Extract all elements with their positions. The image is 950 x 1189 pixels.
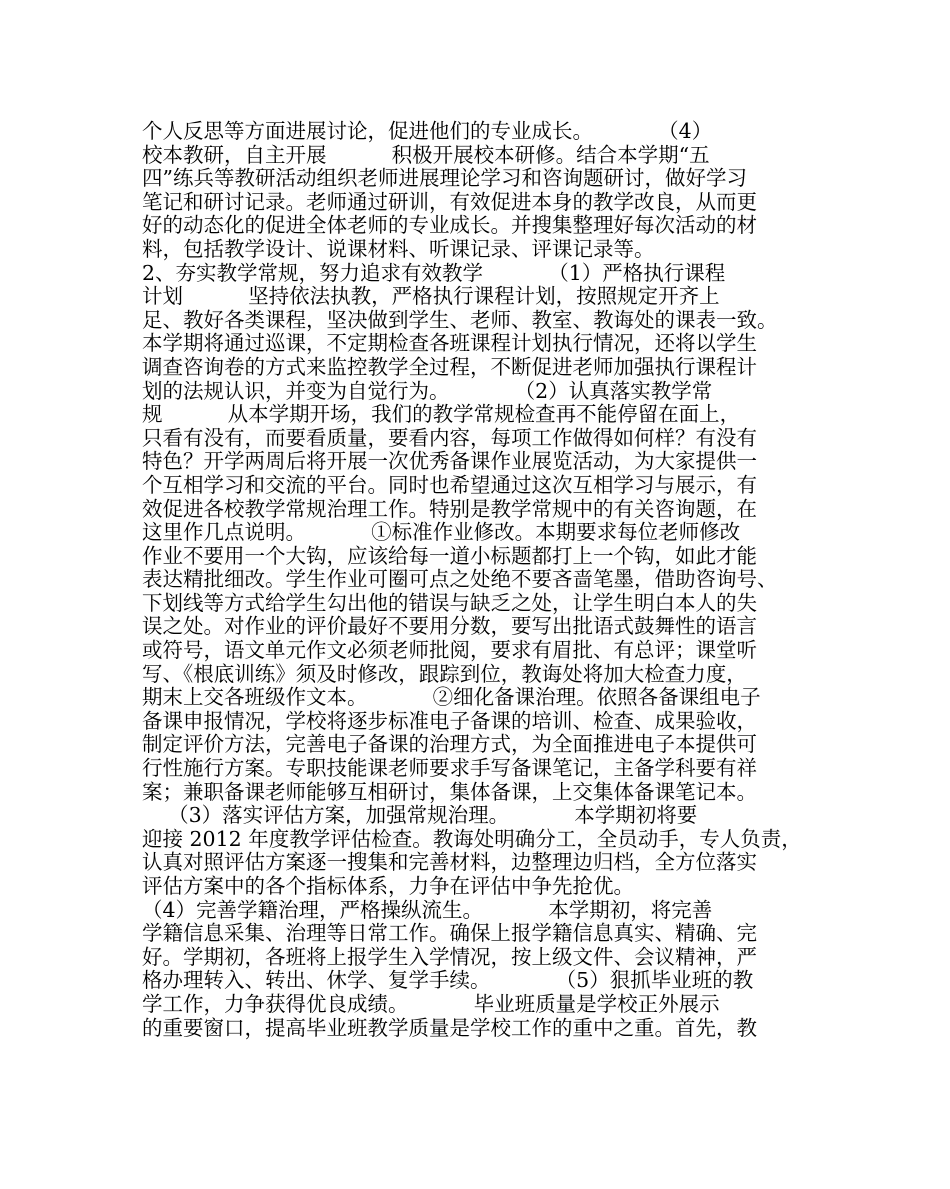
text-line: 认真对照评估方案逐一搜集和完善材料，边整理边归档，全方位落实 <box>142 850 757 875</box>
text-line: 只看有没有，而要看质量，要看内容，每项工作做得如何样？有没有 <box>142 425 757 450</box>
text-line: 计划 坚持依法执教，严格执行课程计划，按照规定开齐上 <box>142 284 720 309</box>
text-line: 这里作几点说明。 ①标准作业修改。本期要求每位老师修改 <box>142 520 741 545</box>
text-line: 学籍信息采集、治理等日常工作。确保上报学籍信息真实、精确、完 <box>142 921 757 946</box>
text-line: 料，包括教学设计、说课材料、听课记录、评课记录等。 <box>142 236 655 261</box>
text-line: 规 从本学期开场，我们的教学常规检查再不能停留在面上， <box>142 402 741 427</box>
text-line: 个互相学习和交流的平台。同时也希望通过这次互相学习与展示，有 <box>142 472 757 497</box>
text-line: 或符号，语文单元作文必须老师批阅，要求有眉批、有总评；课堂听 <box>142 638 757 663</box>
text-line: 格办理转入、转出、休学、复学手续。 （5）狠抓毕业班的教 <box>142 968 754 993</box>
text-line: 的重要窗口，提高毕业班教学质量是学校工作的重中之重。首先，教 <box>142 1015 757 1040</box>
text-line: （4）完善学籍治理，严格操纵流生。 本学期初，将完善 <box>142 897 713 922</box>
text-line: 足、教好各类课程，坚决做到学生、老师、教室、教诲处的课表一致。 <box>142 307 778 332</box>
text-line: 制定评价方法，完善电子备课的治理方式，为全面推进电子本提供可 <box>142 732 757 757</box>
text-line: 好。学期初，各班将上报学生入学情况，按上级文件、会议精神，严 <box>142 944 757 969</box>
text-line: 特色？开学两周后将开展一次优秀备课作业展览活动，为大家提供一 <box>142 449 757 474</box>
text-line: 迎接 2012 年度教学评估检查。教诲处明确分工，全员动手，专人负责， <box>142 826 802 851</box>
text-line: 作业不要用一个大钩，应该给每一道小标题都打上一个钩，如此才能 <box>142 543 757 568</box>
text-line: 案；兼职备课老师能够互相研讨，集体备课，上交集体备课笔记本。 <box>142 779 757 804</box>
text-line: 表达精批细改。学生作业可圈可点之处绝不要吝啬笔墨，借助咨询号、 <box>142 567 778 592</box>
text-line: 评估方案中的各个指标体系，力争在评估中争先抢优。 <box>142 874 634 898</box>
text-line: 下划线等方式给学生勾出他的错误与缺乏之处，让学生明白本人的失 <box>142 590 757 615</box>
text-line: 校本教研，自主开展 积极开展校本研修。结合本学期“五 <box>142 142 710 167</box>
body-text <box>142 120 826 1040</box>
text-line: 学工作，力争获得优良成绩。 毕业班质量是学校正外展示 <box>142 991 720 1016</box>
text-line: 误之处。对作业的评价最好不要用分数，要写出批语式鼓舞性的语言 <box>142 614 757 639</box>
text-line: 效促进各校教学常规治理工作。特别是教学常规中的有关咨询题，在 <box>142 496 757 521</box>
text-line: （3）落实评估方案，加强常规治理。 本学期初将要 <box>142 803 698 828</box>
text-line: 本学期将通过巡课，不定期检查各班课程计划执行情况，还将以学生 <box>142 331 757 356</box>
text-line: 写、《根底训练》须及时修改，跟踪到位，教诲处将加大检查力度， <box>142 661 747 686</box>
text-line: 笔记和研讨记录。老师通过研训，有效促进本身的教学改良，从而更 <box>142 189 757 214</box>
text-line: 个人反思等方面进展讨论，促进他们的专业成长。 （4） <box>142 119 713 143</box>
text-line: 行性施行方案。专职技能课老师要求手写备课笔记，主备学科要有祥 <box>142 756 757 781</box>
text-line: 好的动态化的促进全体老师的专业成长。并搜集整理好每次活动的材 <box>142 213 757 238</box>
text-line: 期末上交各班级作文本。 ②细化备课治理。依照各备课组电子 <box>142 685 761 710</box>
text-line: 调查咨询卷的方式来监控教学全过程，不断促进老师加强执行课程计 <box>142 354 757 379</box>
text-line: 备课申报情况，学校将逐步标准电子备课的培训、检查、成果验收， <box>142 708 757 733</box>
text-line: 划的法规认识，并变为自觉行为。 （2）认真落实教学常 <box>142 378 713 403</box>
text-line: 四”练兵等教研活动组织老师进展理论学习和咨询题研讨，做好学习 <box>142 166 747 191</box>
text-line: 2、夯实教学常规，努力追求有效教学 （1）严格执行课程 <box>142 260 726 285</box>
